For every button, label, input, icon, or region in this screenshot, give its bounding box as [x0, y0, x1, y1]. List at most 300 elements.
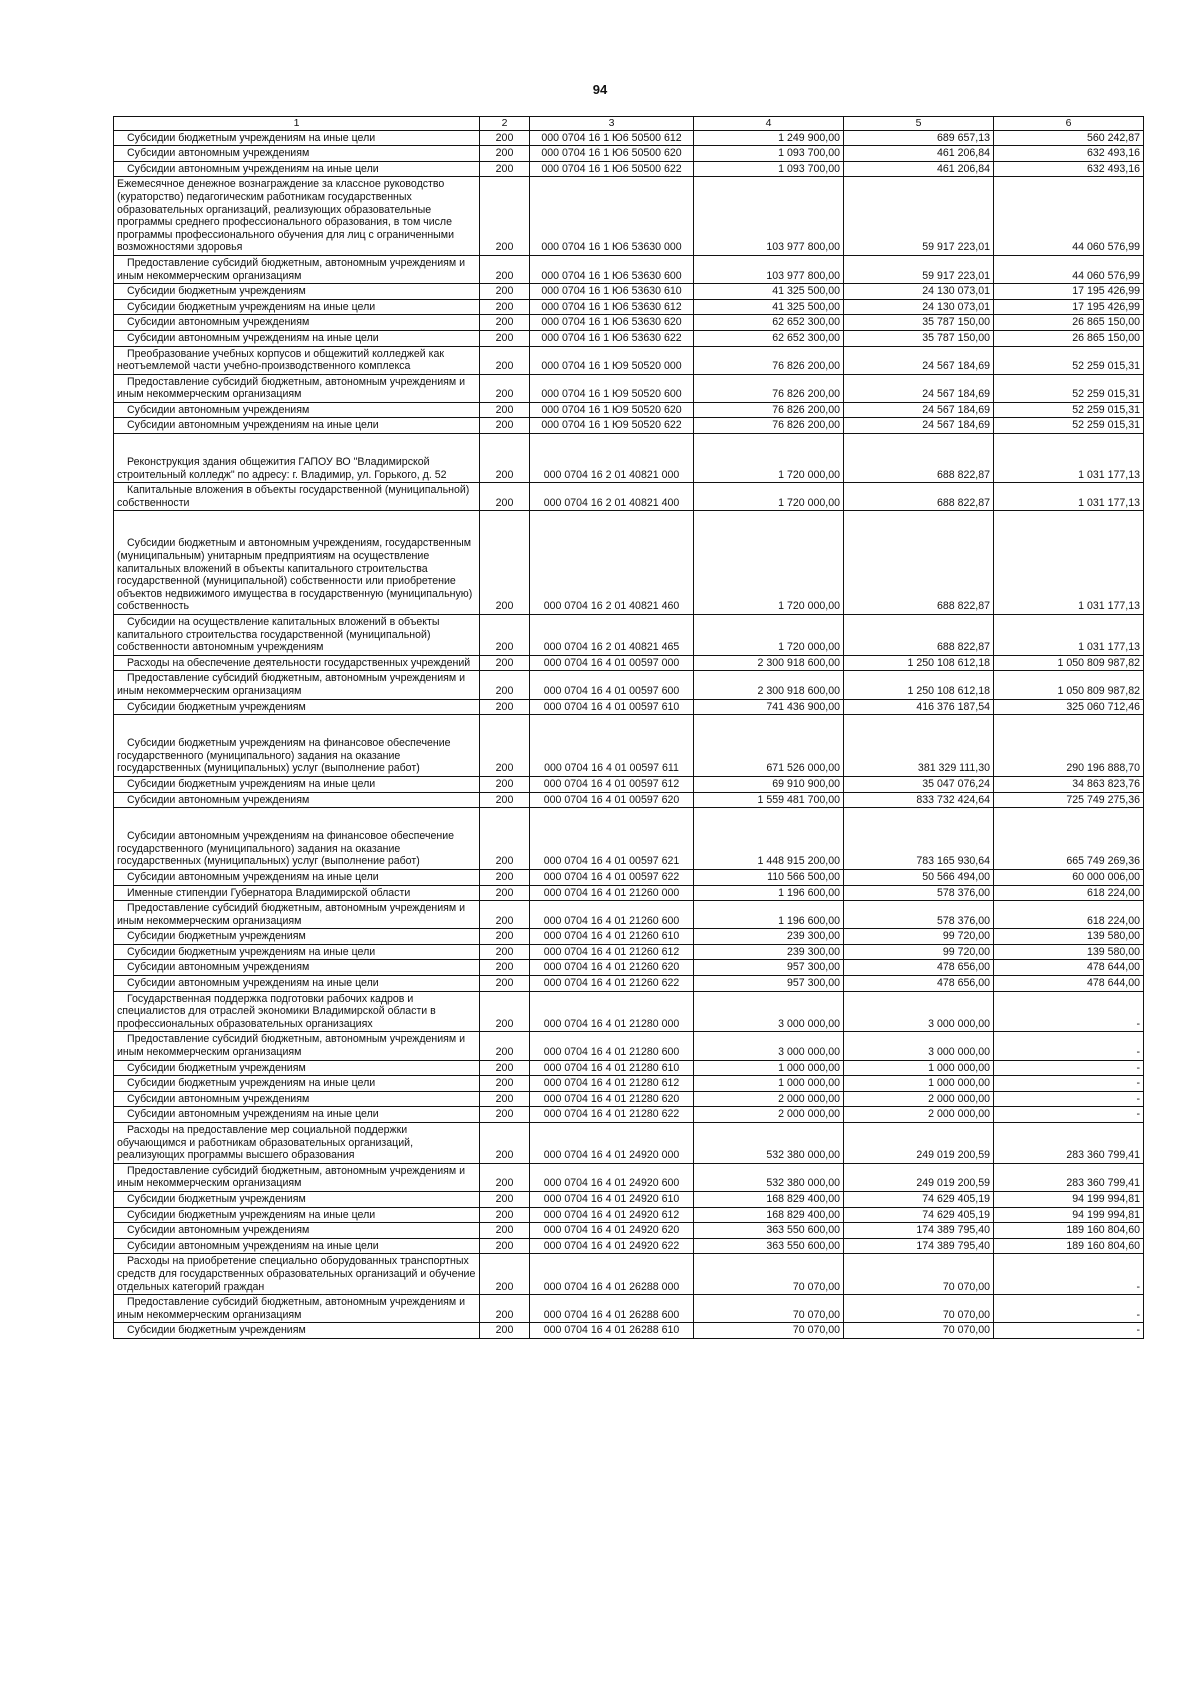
row-executed-amount: 2 000 000,00	[844, 1091, 994, 1107]
row-unexecuted-amount: 17 195 426,99	[994, 299, 1144, 315]
row-unexecuted-amount: 632 493,16	[994, 161, 1144, 177]
column-header: 1	[114, 117, 480, 131]
row-admin-code: 200	[480, 944, 530, 960]
row-classification-code: 000 0704 16 4 01 21260 000	[530, 885, 694, 901]
row-executed-amount: 59 917 223,01	[844, 255, 994, 283]
row-admin-code: 200	[480, 1032, 530, 1060]
row-classification-code: 000 0704 16 4 01 21280 622	[530, 1107, 694, 1123]
table-row	[114, 960, 1144, 976]
row-name: Субсидии автономным учреждениям на финансовое обеспечение государственного (муниципального) задания на оказание государственных (муниципальных) услуг (выполнение работ)	[114, 808, 480, 870]
row-classification-code: 000 0704 16 4 01 21280 612	[530, 1076, 694, 1092]
row-executed-amount: 478 656,00	[844, 960, 994, 976]
row-approved-amount: 110 566 500,00	[694, 869, 844, 885]
row-approved-amount: 168 829 400,00	[694, 1191, 844, 1207]
row-unexecuted-amount: -	[994, 1091, 1144, 1107]
row-executed-amount: 70 070,00	[844, 1254, 994, 1295]
table-row	[114, 901, 1144, 929]
table-row	[114, 792, 1144, 808]
row-approved-amount: 2 300 918 600,00	[694, 655, 844, 671]
row-admin-code: 200	[480, 1076, 530, 1092]
row-executed-amount: 24 567 184,69	[844, 402, 994, 418]
row-executed-amount: 2 000 000,00	[844, 1107, 994, 1123]
table-row	[114, 374, 1144, 402]
row-approved-amount: 671 526 000,00	[694, 715, 844, 777]
row-admin-code: 200	[480, 901, 530, 929]
row-approved-amount: 70 070,00	[694, 1254, 844, 1295]
row-executed-amount: 461 206,84	[844, 146, 994, 162]
row-executed-amount: 35 787 150,00	[844, 330, 994, 346]
row-classification-code: 000 0704 16 4 01 21260 620	[530, 960, 694, 976]
table-row	[114, 255, 1144, 283]
row-name: Субсидии бюджетным учреждениям	[114, 1060, 480, 1076]
row-admin-code: 200	[480, 715, 530, 777]
row-admin-code: 200	[480, 671, 530, 699]
row-approved-amount: 741 436 900,00	[694, 699, 844, 715]
row-executed-amount: 74 629 405,19	[844, 1191, 994, 1207]
row-approved-amount: 3 000 000,00	[694, 1032, 844, 1060]
table-row	[114, 1191, 1144, 1207]
table-row	[114, 483, 1144, 511]
row-classification-code: 000 0704 16 4 01 21260 600	[530, 901, 694, 929]
row-approved-amount: 532 380 000,00	[694, 1123, 844, 1164]
row-approved-amount: 363 550 600,00	[694, 1238, 844, 1254]
row-unexecuted-amount: 44 060 576,99	[994, 255, 1144, 283]
row-name: Государственная поддержка подготовки рабочих кадров и специалистов для отраслей экономики Владимирской области в профессиональных образовательных организациях	[114, 991, 480, 1032]
row-executed-amount: 174 389 795,40	[844, 1223, 994, 1239]
budget-table-body	[114, 117, 1144, 1339]
table-row	[114, 615, 1144, 656]
row-executed-amount: 74 629 405,19	[844, 1207, 994, 1223]
row-name: Субсидии бюджетным учреждениям на финансовое обеспечение государственного (муниципального) задания на оказание государственных (муниципальных) услуг (выполнение работ)	[114, 715, 480, 777]
table-row	[114, 434, 1144, 483]
row-admin-code: 200	[480, 346, 530, 374]
row-admin-code: 200	[480, 177, 530, 256]
row-approved-amount: 1 720 000,00	[694, 615, 844, 656]
row-unexecuted-amount: 290 196 888,70	[994, 715, 1144, 777]
row-classification-code: 000 0704 16 4 01 24920 610	[530, 1191, 694, 1207]
row-approved-amount: 1 249 900,00	[694, 130, 844, 146]
row-executed-amount: 578 376,00	[844, 901, 994, 929]
row-name: Предоставление субсидий бюджетным, автономным учреждениям и иным некоммерческим организациям	[114, 671, 480, 699]
row-executed-amount: 461 206,84	[844, 161, 994, 177]
row-admin-code: 200	[480, 1123, 530, 1164]
row-classification-code: 000 0704 16 4 01 00597 600	[530, 671, 694, 699]
row-name: Субсидии автономным учреждениям на иные цели	[114, 418, 480, 434]
row-unexecuted-amount: 44 060 576,99	[994, 177, 1144, 256]
row-name: Расходы на обеспечение деятельности государственных учреждений	[114, 655, 480, 671]
row-approved-amount: 1 093 700,00	[694, 161, 844, 177]
row-approved-amount: 1 448 915 200,00	[694, 808, 844, 870]
row-executed-amount: 99 720,00	[844, 929, 994, 945]
row-classification-code: 000 0704 16 4 01 00597 621	[530, 808, 694, 870]
row-approved-amount: 1 720 000,00	[694, 483, 844, 511]
row-unexecuted-amount: 618 224,00	[994, 901, 1144, 929]
row-admin-code: 200	[480, 1163, 530, 1191]
row-unexecuted-amount: -	[994, 1060, 1144, 1076]
table-row	[114, 715, 1144, 777]
row-approved-amount: 2 000 000,00	[694, 1091, 844, 1107]
row-approved-amount: 2 300 918 600,00	[694, 671, 844, 699]
row-approved-amount: 532 380 000,00	[694, 1163, 844, 1191]
row-name: Субсидии автономным учреждениям на иные цели	[114, 330, 480, 346]
row-classification-code: 000 0704 16 4 01 21280 610	[530, 1060, 694, 1076]
row-approved-amount: 1 720 000,00	[694, 511, 844, 615]
row-admin-code: 200	[480, 402, 530, 418]
row-classification-code: 000 0704 16 4 01 21260 622	[530, 976, 694, 992]
row-executed-amount: 249 019 200,59	[844, 1123, 994, 1164]
row-name: Субсидии бюджетным учреждениям	[114, 929, 480, 945]
row-classification-code: 000 0704 16 4 01 00597 612	[530, 776, 694, 792]
table-row	[114, 869, 1144, 885]
row-approved-amount: 2 000 000,00	[694, 1107, 844, 1123]
row-classification-code: 000 0704 16 4 01 26288 600	[530, 1295, 694, 1323]
row-name: Субсидии бюджетным учреждениям на иные цели	[114, 299, 480, 315]
row-approved-amount: 957 300,00	[694, 960, 844, 976]
row-classification-code: 000 0704 16 1 Ю6 50500 612	[530, 130, 694, 146]
row-admin-code: 200	[480, 374, 530, 402]
row-name: Субсидии бюджетным учреждениям на иные цели	[114, 776, 480, 792]
row-executed-amount: 70 070,00	[844, 1323, 994, 1339]
row-executed-amount: 59 917 223,01	[844, 177, 994, 256]
row-admin-code: 200	[480, 776, 530, 792]
row-classification-code: 000 0704 16 1 Ю6 53630 000	[530, 177, 694, 256]
row-executed-amount: 688 822,87	[844, 511, 994, 615]
row-classification-code: 000 0704 16 4 01 24920 612	[530, 1207, 694, 1223]
row-executed-amount: 3 000 000,00	[844, 1032, 994, 1060]
table-row	[114, 1032, 1144, 1060]
row-unexecuted-amount: -	[994, 1254, 1144, 1295]
row-approved-amount: 103 977 800,00	[694, 177, 844, 256]
table-row	[114, 991, 1144, 1032]
row-name: Субсидии автономным учреждениям	[114, 792, 480, 808]
row-classification-code: 000 0704 16 2 01 40821 465	[530, 615, 694, 656]
row-unexecuted-amount: 52 259 015,31	[994, 418, 1144, 434]
row-classification-code: 000 0704 16 4 01 24920 622	[530, 1238, 694, 1254]
row-classification-code: 000 0704 16 1 Ю6 53630 622	[530, 330, 694, 346]
row-unexecuted-amount: 283 360 799,41	[994, 1123, 1144, 1164]
row-approved-amount: 76 826 200,00	[694, 374, 844, 402]
row-admin-code: 200	[480, 1254, 530, 1295]
row-classification-code: 000 0704 16 1 Ю6 53630 620	[530, 315, 694, 331]
row-unexecuted-amount: 94 199 994,81	[994, 1207, 1144, 1223]
row-unexecuted-amount: 632 493,16	[994, 146, 1144, 162]
row-admin-code: 200	[480, 960, 530, 976]
row-admin-code: 200	[480, 1107, 530, 1123]
row-unexecuted-amount: -	[994, 1107, 1144, 1123]
row-classification-code: 000 0704 16 1 Ю6 53630 600	[530, 255, 694, 283]
row-executed-amount: 416 376 187,54	[844, 699, 994, 715]
row-unexecuted-amount: 52 259 015,31	[994, 346, 1144, 374]
row-unexecuted-amount: 52 259 015,31	[994, 402, 1144, 418]
row-name: Реконструкция здания общежития ГАПОУ ВО "Владимирской строительный колледж" по адресу: г. Владимир, ул. Горького, д. 52	[114, 434, 480, 483]
row-unexecuted-amount: 618 224,00	[994, 885, 1144, 901]
row-executed-amount: 1 000 000,00	[844, 1060, 994, 1076]
row-executed-amount: 99 720,00	[844, 944, 994, 960]
row-classification-code: 000 0704 16 4 01 00597 610	[530, 699, 694, 715]
row-classification-code: 000 0704 16 4 01 24920 620	[530, 1223, 694, 1239]
row-approved-amount: 1 196 600,00	[694, 885, 844, 901]
row-admin-code: 200	[480, 1295, 530, 1323]
table-row	[114, 808, 1144, 870]
row-name: Субсидии бюджетным учреждениям на иные цели	[114, 944, 480, 960]
column-header: 5	[844, 117, 994, 131]
row-name: Субсидии автономным учреждениям	[114, 1091, 480, 1107]
table-row	[114, 161, 1144, 177]
row-name: Субсидии бюджетным и автономным учреждениям, государственным (муниципальным) унитарным предприятиям на осуществление капитальных вложений в объекты капитального строительства государственной (муниципальной) собственности или приобретение объектов недвижимого имущества в государственную (муниципальную) собственность	[114, 511, 480, 615]
row-unexecuted-amount: 478 644,00	[994, 960, 1144, 976]
row-classification-code: 000 0704 16 4 01 21260 612	[530, 944, 694, 960]
row-approved-amount: 1 000 000,00	[694, 1060, 844, 1076]
table-row	[114, 299, 1144, 315]
row-unexecuted-amount: 189 160 804,60	[994, 1223, 1144, 1239]
table-row	[114, 511, 1144, 615]
row-executed-amount: 688 822,87	[844, 483, 994, 511]
row-name: Субсидии бюджетным учреждениям	[114, 1323, 480, 1339]
row-approved-amount: 239 300,00	[694, 944, 844, 960]
row-unexecuted-amount: 1 031 177,13	[994, 434, 1144, 483]
row-name: Преобразование учебных корпусов и общежитий колледжей как неотъемлемой части учебно-производственного комплекса	[114, 346, 480, 374]
table-row	[114, 671, 1144, 699]
row-admin-code: 200	[480, 808, 530, 870]
row-classification-code: 000 0704 16 2 01 40821 000	[530, 434, 694, 483]
row-admin-code: 200	[480, 434, 530, 483]
row-name: Предоставление субсидий бюджетным, автономным учреждениям и иным некоммерческим организациям	[114, 374, 480, 402]
row-approved-amount: 3 000 000,00	[694, 991, 844, 1032]
row-classification-code: 000 0704 16 4 01 00597 611	[530, 715, 694, 777]
table-row	[114, 1207, 1144, 1223]
column-header: 6	[994, 117, 1144, 131]
row-executed-amount: 381 329 111,30	[844, 715, 994, 777]
row-name: Субсидии бюджетным учреждениям на иные цели	[114, 1076, 480, 1092]
row-classification-code: 000 0704 16 4 01 00597 622	[530, 869, 694, 885]
row-unexecuted-amount: 94 199 994,81	[994, 1191, 1144, 1207]
row-unexecuted-amount: 26 865 150,00	[994, 330, 1144, 346]
table-row	[114, 1107, 1144, 1123]
row-approved-amount: 1 720 000,00	[694, 434, 844, 483]
table-row	[114, 699, 1144, 715]
row-executed-amount: 24 567 184,69	[844, 374, 994, 402]
row-approved-amount: 76 826 200,00	[694, 402, 844, 418]
row-classification-code: 000 0704 16 1 Ю9 50520 620	[530, 402, 694, 418]
row-admin-code: 200	[480, 1091, 530, 1107]
row-executed-amount: 578 376,00	[844, 885, 994, 901]
row-name: Ежемесячное денежное вознаграждение за классное руководство (кураторство) педагогическим работникам государственных образовательных организаций, реализующих образовательные программы среднего профессионального образования, в том числе программы профессионального обучения для лиц с ограниченными возможностями здоровья	[114, 177, 480, 256]
row-executed-amount: 70 070,00	[844, 1295, 994, 1323]
table-row	[114, 284, 1144, 300]
table-row	[114, 346, 1144, 374]
row-executed-amount: 174 389 795,40	[844, 1238, 994, 1254]
row-admin-code: 200	[480, 991, 530, 1032]
row-classification-code: 000 0704 16 4 01 21280 000	[530, 991, 694, 1032]
table-row	[114, 1091, 1144, 1107]
row-name: Субсидии бюджетным учреждениям	[114, 1191, 480, 1207]
row-admin-code: 200	[480, 255, 530, 283]
row-executed-amount: 689 657,13	[844, 130, 994, 146]
row-classification-code: 000 0704 16 2 01 40821 400	[530, 483, 694, 511]
budget-table	[113, 116, 1144, 1339]
row-executed-amount: 1 250 108 612,18	[844, 671, 994, 699]
table-row	[114, 177, 1144, 256]
table-row	[114, 1295, 1144, 1323]
column-number-row	[114, 117, 1144, 131]
row-name: Предоставление субсидий бюджетным, автономным учреждениям и иным некоммерческим организациям	[114, 1163, 480, 1191]
row-name: Субсидии автономным учреждениям	[114, 960, 480, 976]
row-unexecuted-amount: -	[994, 1295, 1144, 1323]
table-row	[114, 418, 1144, 434]
row-executed-amount: 24 567 184,69	[844, 346, 994, 374]
row-approved-amount: 1 000 000,00	[694, 1076, 844, 1092]
row-name: Субсидии бюджетным учреждениям на иные цели	[114, 130, 480, 146]
row-admin-code: 200	[480, 929, 530, 945]
row-admin-code: 200	[480, 699, 530, 715]
row-approved-amount: 69 910 900,00	[694, 776, 844, 792]
row-approved-amount: 76 826 200,00	[694, 346, 844, 374]
row-executed-amount: 249 019 200,59	[844, 1163, 994, 1191]
row-admin-code: 200	[480, 1191, 530, 1207]
row-approved-amount: 239 300,00	[694, 929, 844, 945]
row-approved-amount: 1 196 600,00	[694, 901, 844, 929]
row-name: Субсидии автономным учреждениям на иные цели	[114, 869, 480, 885]
table-row	[114, 944, 1144, 960]
row-unexecuted-amount: 725 749 275,36	[994, 792, 1144, 808]
row-approved-amount: 957 300,00	[694, 976, 844, 992]
row-unexecuted-amount: 1 050 809 987,82	[994, 655, 1144, 671]
table-row	[114, 330, 1144, 346]
row-admin-code: 200	[480, 655, 530, 671]
row-approved-amount: 1 093 700,00	[694, 146, 844, 162]
table-row	[114, 1223, 1144, 1239]
row-approved-amount: 70 070,00	[694, 1323, 844, 1339]
row-admin-code: 200	[480, 299, 530, 315]
table-row	[114, 1163, 1144, 1191]
row-name: Субсидии бюджетным учреждениям на иные цели	[114, 1207, 480, 1223]
row-classification-code: 000 0704 16 1 Ю6 53630 610	[530, 284, 694, 300]
row-name: Субсидии автономным учреждениям на иные цели	[114, 976, 480, 992]
column-header: 4	[694, 117, 844, 131]
row-admin-code: 200	[480, 615, 530, 656]
row-classification-code: 000 0704 16 4 01 00597 000	[530, 655, 694, 671]
row-name: Предоставление субсидий бюджетным, автономным учреждениям и иным некоммерческим организациям	[114, 1295, 480, 1323]
row-classification-code: 000 0704 16 4 01 21280 600	[530, 1032, 694, 1060]
row-approved-amount: 41 325 500,00	[694, 299, 844, 315]
row-unexecuted-amount: 60 000 006,00	[994, 869, 1144, 885]
table-row	[114, 776, 1144, 792]
row-classification-code: 000 0704 16 4 01 26288 610	[530, 1323, 694, 1339]
row-unexecuted-amount: 325 060 712,46	[994, 699, 1144, 715]
row-admin-code: 200	[480, 161, 530, 177]
row-unexecuted-amount: 1 031 177,13	[994, 483, 1144, 511]
table-row	[114, 1238, 1144, 1254]
row-approved-amount: 62 652 300,00	[694, 330, 844, 346]
row-unexecuted-amount: 139 580,00	[994, 929, 1144, 945]
row-name: Субсидии автономным учреждениям	[114, 315, 480, 331]
row-classification-code: 000 0704 16 1 Ю6 53630 612	[530, 299, 694, 315]
row-name: Расходы на приобретение специально оборудованных транспортных средств для государственных образовательных организаций и обучение отдельных категорий граждан	[114, 1254, 480, 1295]
row-executed-amount: 688 822,87	[844, 615, 994, 656]
table-row	[114, 1076, 1144, 1092]
table-row	[114, 976, 1144, 992]
table-row	[114, 1323, 1144, 1339]
table-row	[114, 130, 1144, 146]
row-admin-code: 200	[480, 483, 530, 511]
row-executed-amount: 1 250 108 612,18	[844, 655, 994, 671]
row-unexecuted-amount: 478 644,00	[994, 976, 1144, 992]
row-unexecuted-amount: 283 360 799,41	[994, 1163, 1144, 1191]
row-admin-code: 200	[480, 330, 530, 346]
row-classification-code: 000 0704 16 4 01 21280 620	[530, 1091, 694, 1107]
row-classification-code: 000 0704 16 4 01 00597 620	[530, 792, 694, 808]
row-executed-amount: 1 000 000,00	[844, 1076, 994, 1092]
row-executed-amount: 35 047 076,24	[844, 776, 994, 792]
row-admin-code: 200	[480, 869, 530, 885]
row-name: Субсидии на осуществление капитальных вложений в объекты капитального строительства государственной (муниципальной) собственности автономным учреждениям	[114, 615, 480, 656]
table-row	[114, 402, 1144, 418]
row-admin-code: 200	[480, 418, 530, 434]
row-executed-amount: 478 656,00	[844, 976, 994, 992]
row-executed-amount: 50 566 494,00	[844, 869, 994, 885]
row-classification-code: 000 0704 16 2 01 40821 460	[530, 511, 694, 615]
column-header: 2	[480, 117, 530, 131]
row-classification-code: 000 0704 16 1 Ю6 50500 620	[530, 146, 694, 162]
row-admin-code: 200	[480, 1323, 530, 1339]
table-row	[114, 1060, 1144, 1076]
row-classification-code: 000 0704 16 1 Ю9 50520 000	[530, 346, 694, 374]
row-unexecuted-amount: -	[994, 1076, 1144, 1092]
row-unexecuted-amount: 34 863 823,76	[994, 776, 1144, 792]
row-classification-code: 000 0704 16 1 Ю9 50520 600	[530, 374, 694, 402]
row-unexecuted-amount: 52 259 015,31	[994, 374, 1144, 402]
row-unexecuted-amount: 1 031 177,13	[994, 511, 1144, 615]
row-classification-code: 000 0704 16 4 01 21260 610	[530, 929, 694, 945]
row-approved-amount: 76 826 200,00	[694, 418, 844, 434]
row-admin-code: 200	[480, 511, 530, 615]
table-row	[114, 315, 1144, 331]
row-name: Субсидии автономным учреждениям на иные цели	[114, 1107, 480, 1123]
row-admin-code: 200	[480, 792, 530, 808]
row-name: Субсидии автономным учреждениям на иные цели	[114, 1238, 480, 1254]
row-classification-code: 000 0704 16 4 01 24920 600	[530, 1163, 694, 1191]
row-approved-amount: 168 829 400,00	[694, 1207, 844, 1223]
row-executed-amount: 24 130 073,01	[844, 299, 994, 315]
row-admin-code: 200	[480, 1060, 530, 1076]
page-number: 94	[592, 82, 608, 97]
row-admin-code: 200	[480, 1238, 530, 1254]
row-executed-amount: 35 787 150,00	[844, 315, 994, 331]
row-name: Расходы на предоставление мер социальной поддержки обучающимся и работникам образовательных организаций, реализующих программы высшего образования	[114, 1123, 480, 1164]
row-executed-amount: 24 130 073,01	[844, 284, 994, 300]
row-name: Субсидии бюджетным учреждениям	[114, 699, 480, 715]
row-unexecuted-amount: 1 031 177,13	[994, 615, 1144, 656]
row-admin-code: 200	[480, 1207, 530, 1223]
row-name: Субсидии автономным учреждениям	[114, 402, 480, 418]
row-classification-code: 000 0704 16 4 01 26288 000	[530, 1254, 694, 1295]
row-approved-amount: 62 652 300,00	[694, 315, 844, 331]
row-classification-code: 000 0704 16 1 Ю6 50500 622	[530, 161, 694, 177]
row-admin-code: 200	[480, 146, 530, 162]
row-admin-code: 200	[480, 315, 530, 331]
row-admin-code: 200	[480, 976, 530, 992]
table-row	[114, 1254, 1144, 1295]
row-name: Субсидии автономным учреждениям на иные цели	[114, 161, 480, 177]
row-name: Предоставление субсидий бюджетным, автономным учреждениям и иным некоммерческим организациям	[114, 255, 480, 283]
table-row	[114, 929, 1144, 945]
table-row	[114, 885, 1144, 901]
row-admin-code: 200	[480, 130, 530, 146]
row-unexecuted-amount: -	[994, 991, 1144, 1032]
row-approved-amount: 41 325 500,00	[694, 284, 844, 300]
row-executed-amount: 783 165 930,64	[844, 808, 994, 870]
row-admin-code: 200	[480, 1223, 530, 1239]
